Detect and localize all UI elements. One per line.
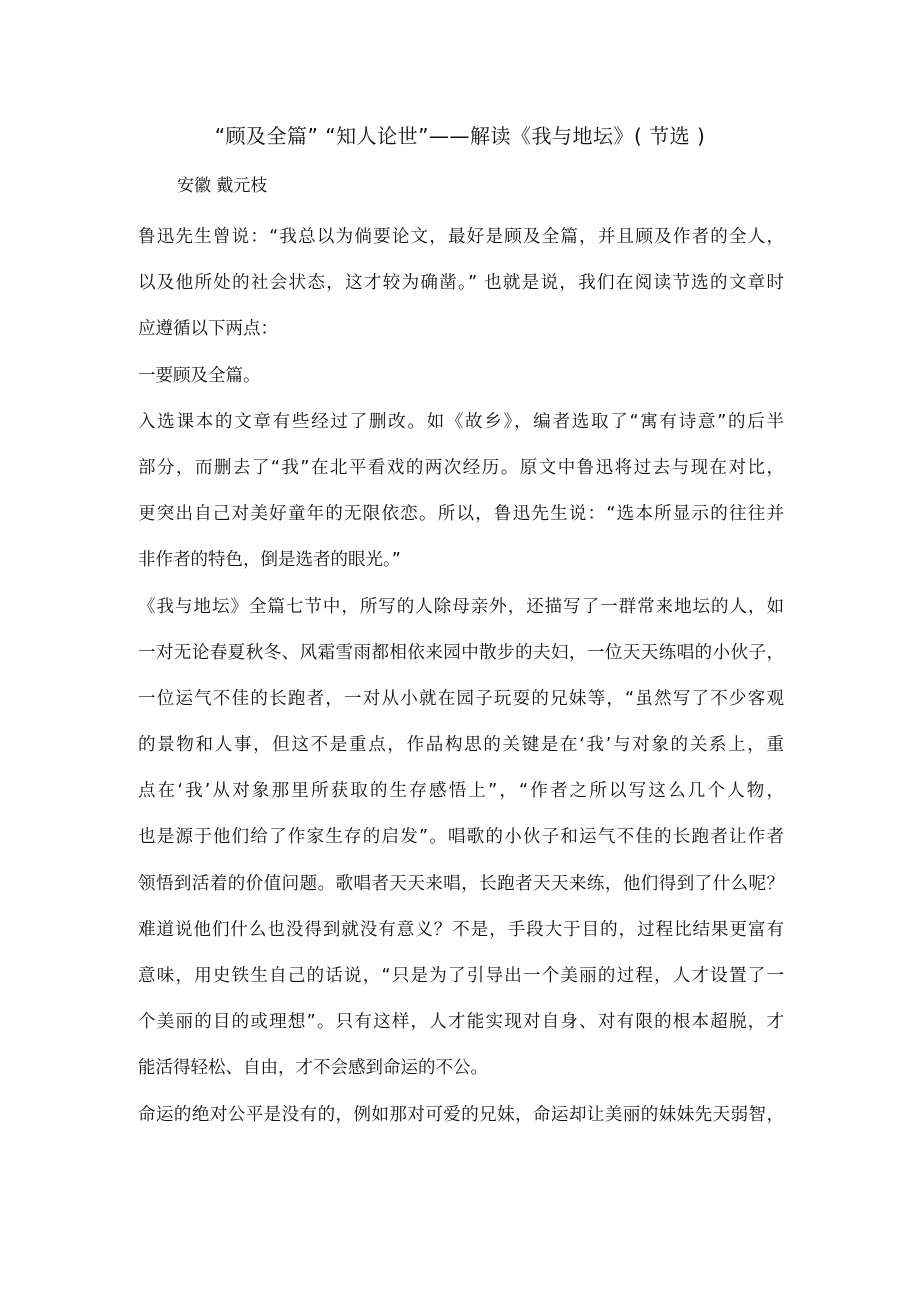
text-line: 鲁迅先生曾说：“我总以为倘要论文，最好是顾及全篇，并且顾及作者的全人， bbox=[138, 227, 784, 247]
text-line: 点在‘我’从对象那里所获取的生存感悟上”，“作者之所以写这么几个人物， bbox=[138, 781, 784, 802]
text-line: 一位运气不佳的长跑者，一对从小就在园子玩耍的兄妹等，“虽然写了不少客观 bbox=[138, 688, 784, 709]
text-line: 一对无论春夏秋冬、风霜雪雨都相依来园中散步的夫妇，一位天天练唱的小伙子， bbox=[138, 642, 784, 663]
text-line: 应遵循以下两点： bbox=[138, 319, 278, 340]
text-line: 领悟到活着的价值问题。歌唱者天天来唱，长跑者天天来练，他们得到了什么呢？ bbox=[138, 873, 784, 894]
article-body bbox=[138, 214, 784, 1138]
author-line: 安徽 戴元枝 bbox=[177, 176, 268, 196]
text-line: 能活得轻松、自由，才不会感到命运的不公。 bbox=[138, 1058, 488, 1079]
text-line: 也是源于他们给了作家生存的启发”。唱歌的小伙子和运气不佳的长跑者让作者 bbox=[138, 827, 784, 848]
text-line: 意味，用史铁生自己的话说，“只是为了引导出一个美丽的过程，人才设置了一 bbox=[138, 966, 784, 986]
text-line: 《我与地坛》全篇七节中，所写的人除母亲外，还描写了一群常来地坛的人，如 bbox=[138, 596, 784, 617]
text-line: 非作者的特色，倒是选者的眼光。” bbox=[138, 550, 401, 571]
text-line: 的景物和人事，但这不是重点，作品构思的关键是在‘我’与对象的关系上，重 bbox=[138, 735, 784, 756]
text-line: 以及他所处的社会状态，这才较为确凿。” 也就是说，我们在阅读节选的文章时 bbox=[138, 273, 784, 294]
text-line: 入选课本的文章有些经过了删改。如《故乡》，编者选取了“寓有诗意”的后半 bbox=[138, 411, 784, 432]
article-title: “顾及全篇” “知人论世”——解读《我与地坛》( 节选 ) bbox=[214, 124, 706, 148]
text-line: 一要顾及全篇。 bbox=[138, 365, 261, 386]
text-line: 部分，而删去了“我”在北平看戏的两次经历。原文中鲁迅将过去与现在对比， bbox=[138, 457, 784, 478]
text-line: 更突出自己对美好童年的无限依恋。所以，鲁迅先生说：“选本所显示的往往并 bbox=[138, 504, 784, 525]
text-line: 个美丽的目的或理想”。只有这样，人才能实现对自身、对有限的根本超脱，才 bbox=[138, 1012, 784, 1033]
text-line: 命运的绝对公平是没有的，例如那对可爱的兄妹，命运却让美丽的妹妹先天弱智， bbox=[138, 1104, 784, 1125]
text-line: 难道说他们什么也没得到就没有意义？不是，手段大于目的，过程比结果更富有 bbox=[138, 919, 784, 940]
